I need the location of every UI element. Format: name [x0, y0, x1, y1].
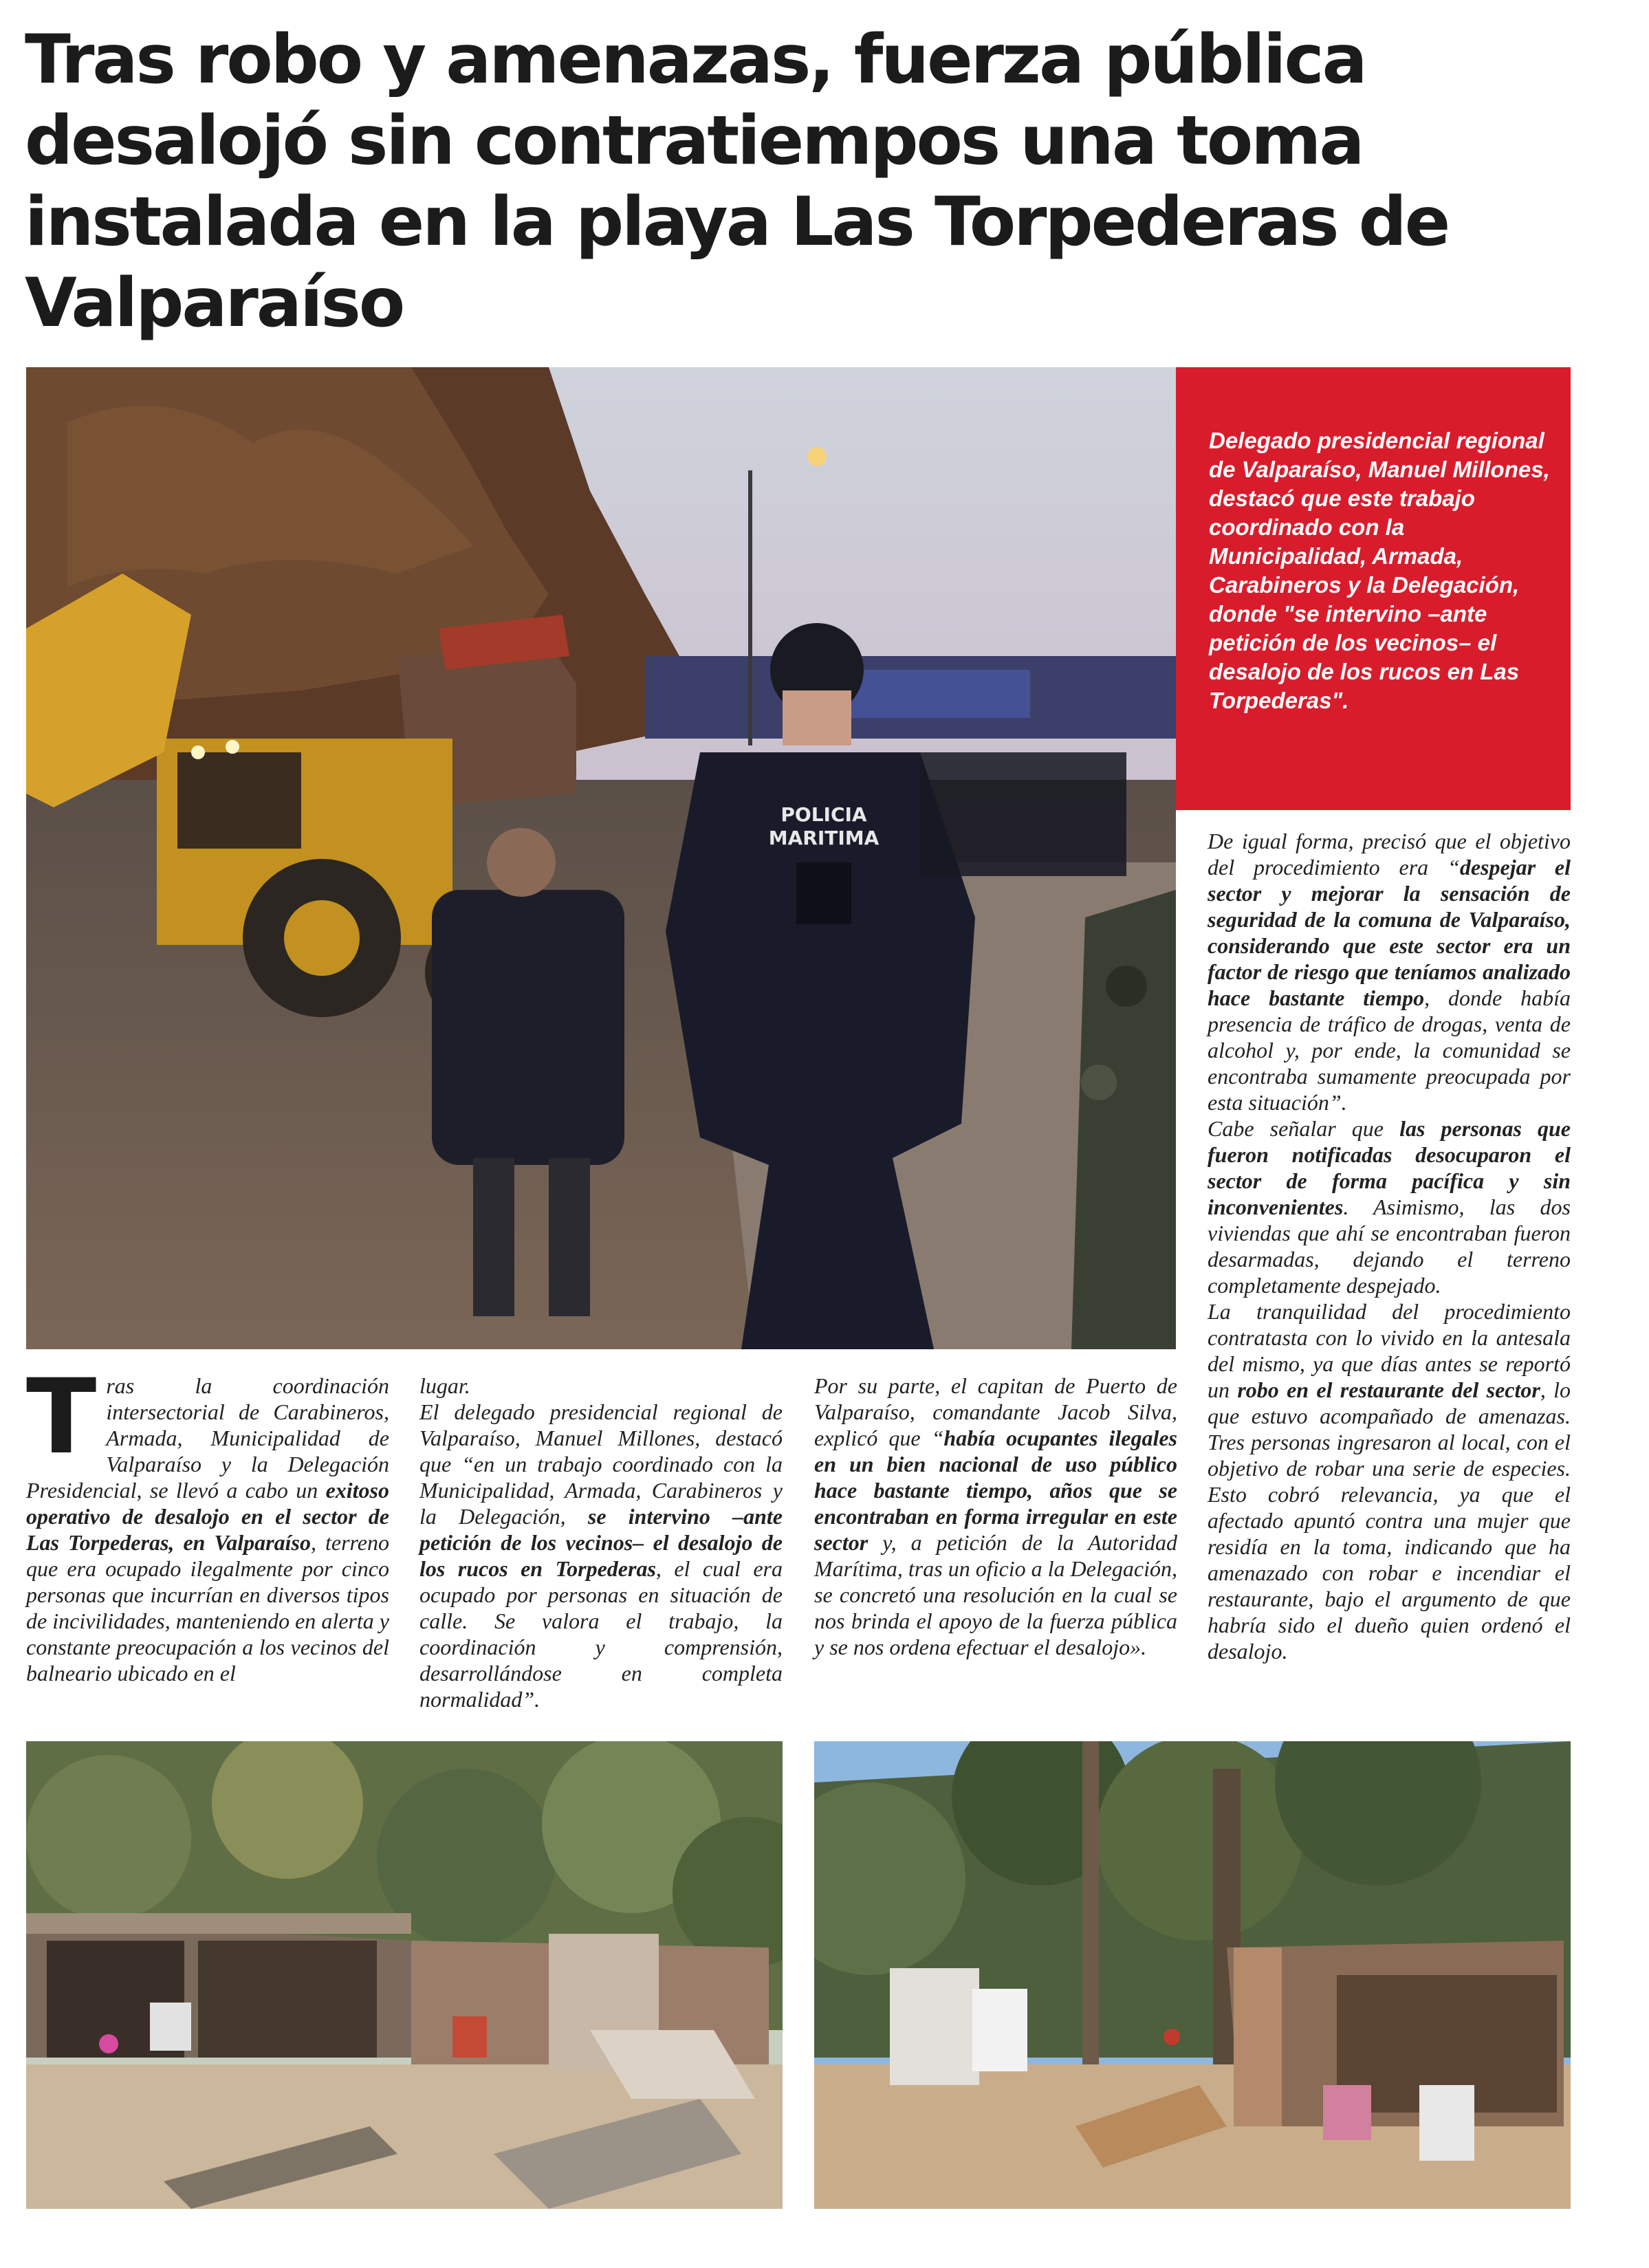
article-column-4	[1208, 828, 1571, 1664]
main-photo-illustration	[26, 367, 1176, 1349]
pull-quote-text: Delegado presidencial regional de Valparaíso, Manuel Millones, destacó que este trabajo coordinado con la Municipalidad, Armada, Carabineros y la Delegación, donde "se intervino –ante petición de los vecinos– el desalojo de los rucos en Las Torpederas".	[1209, 428, 1550, 713]
headline-line: instalada en la playa Las Torpederas de	[25, 183, 1449, 261]
text-run: , terreno que era ocupado ilegalmente por cinco personas que incurrían en diversos tipos de incivilidades, manteniendo en alerta y constante preocupación a los vecinos del balneario ubicado en el	[26, 1530, 389, 1686]
text-run-bold: robo en el restaurante del sector	[1237, 1377, 1540, 1402]
bottom-right-photo	[814, 1741, 1571, 2209]
vest-label: POLICIA	[780, 803, 867, 826]
article-paragraph	[1208, 1115, 1571, 1298]
pull-quote-box	[1176, 367, 1571, 810]
article-paragraph: lugar.	[419, 1373, 470, 1398]
bottom-right-photo-illustration	[814, 1741, 1571, 2209]
headline	[25, 19, 1606, 344]
text-run-bold: se intervino –ante petición de los vecinos– el desalojo de los rucos en Torpederas	[419, 1504, 783, 1581]
headline-line: desalojó sin contratiempos una toma	[25, 102, 1363, 180]
article-paragraph	[1208, 1298, 1571, 1664]
text-run: Cabe señalar que	[1208, 1116, 1400, 1141]
article-paragraph	[814, 1373, 1177, 1660]
text-run: ras la coordinación intersectorial de Carabineros, Armada, Municipalidad de Valparaíso y la Delegación Presidencial, se llevó a cabo un	[26, 1373, 389, 1503]
text-run: Por su parte, el capitan de Puerto de Valparaíso, comandante Jacob Silva, explicó que “	[814, 1373, 1177, 1450]
article-paragraph	[26, 1357, 389, 1686]
text-run: De igual forma, precisó que el objetivo del procedimiento era “	[1208, 829, 1571, 880]
headline-line: Valparaíso	[25, 264, 404, 342]
article-paragraph	[419, 1399, 783, 1712]
main-photo	[26, 367, 1176, 1349]
bottom-left-photo-illustration	[26, 1741, 783, 2209]
text-run: , donde había presencia de tráfico de drogas, venta de alcohol y, por ende, la comunidad se encontraba sumamente preocupada por esta situación”.	[1208, 985, 1571, 1115]
bottom-left-photo	[26, 1741, 783, 2209]
text-run: y, a petición de la Autoridad Marítima, tras un oficio a la Delegación, se concretó una resolución en la cual se nos brinda el apoyo de la fuerza pública y se nos ordena efectuar el desalojo».	[814, 1530, 1177, 1659]
text-run-bold: había ocupantes ilegales en un bien nacional de uso público hace bastante tiempo, años que se encontraban en forma irregular en este sector	[814, 1426, 1178, 1555]
text-run-bold: exitoso operativo de desalojo en el sector de Las Torpederas, en Valparaíso	[26, 1478, 389, 1555]
text-run: La tranquilidad del procedimiento contratasta con lo vivido en la antesala del mismo, ya que días antes se reportó un	[1208, 1299, 1571, 1402]
text-run: , el cual era ocupado por personas en situación de calle. Se valora el trabajo, la coordinación y comprensión, desarrollándose en completa normalidad”.	[419, 1556, 783, 1712]
article-column-2	[419, 1373, 783, 1712]
text-run-bold: las personas que fueron notificadas desocuparon el sector de forma pacífica y sin inconvenientes	[1208, 1116, 1571, 1219]
article-column-1	[26, 1357, 389, 1686]
drop-cap: T	[26, 1357, 97, 1477]
vest-label: MARITIMA	[768, 827, 880, 849]
text-run: , lo que estuvo acompañado de amenazas. Tres personas ingresaron al local, con el objetivo de robar una serie de especies. Esto cobró relevancia, ya que el afectado apuntó contra una mujer que residía en la toma, indicando que ha amenazado con robar e incendiar el restaurante, bajo el argumento de que habría sido el dueño quien ordenó el desalojo.	[1208, 1377, 1571, 1664]
article-paragraph	[1208, 828, 1571, 1115]
headline-line: Tras robo y amenazas, fuerza pública	[25, 21, 1366, 99]
article-column-3	[814, 1373, 1177, 1660]
text-run-bold: despejar el sector y mejorar la sensación de seguridad de la comuna de Valparaíso, considerando que este sector era un factor de riesgo que teníamos analizado hace bastante tiempo	[1208, 855, 1571, 1010]
text-run: . Asimismo, las dos viviendas que ahí se encontraban fueron desarmadas, dejando el terreno completamente despejado.	[1208, 1195, 1571, 1298]
text-run: El delegado presidencial regional de Valparaíso, Manuel Millones, destacó que “en un trabajo coordinado con la Municipalidad, Armada, Carabineros y la Delegación,	[419, 1399, 783, 1529]
